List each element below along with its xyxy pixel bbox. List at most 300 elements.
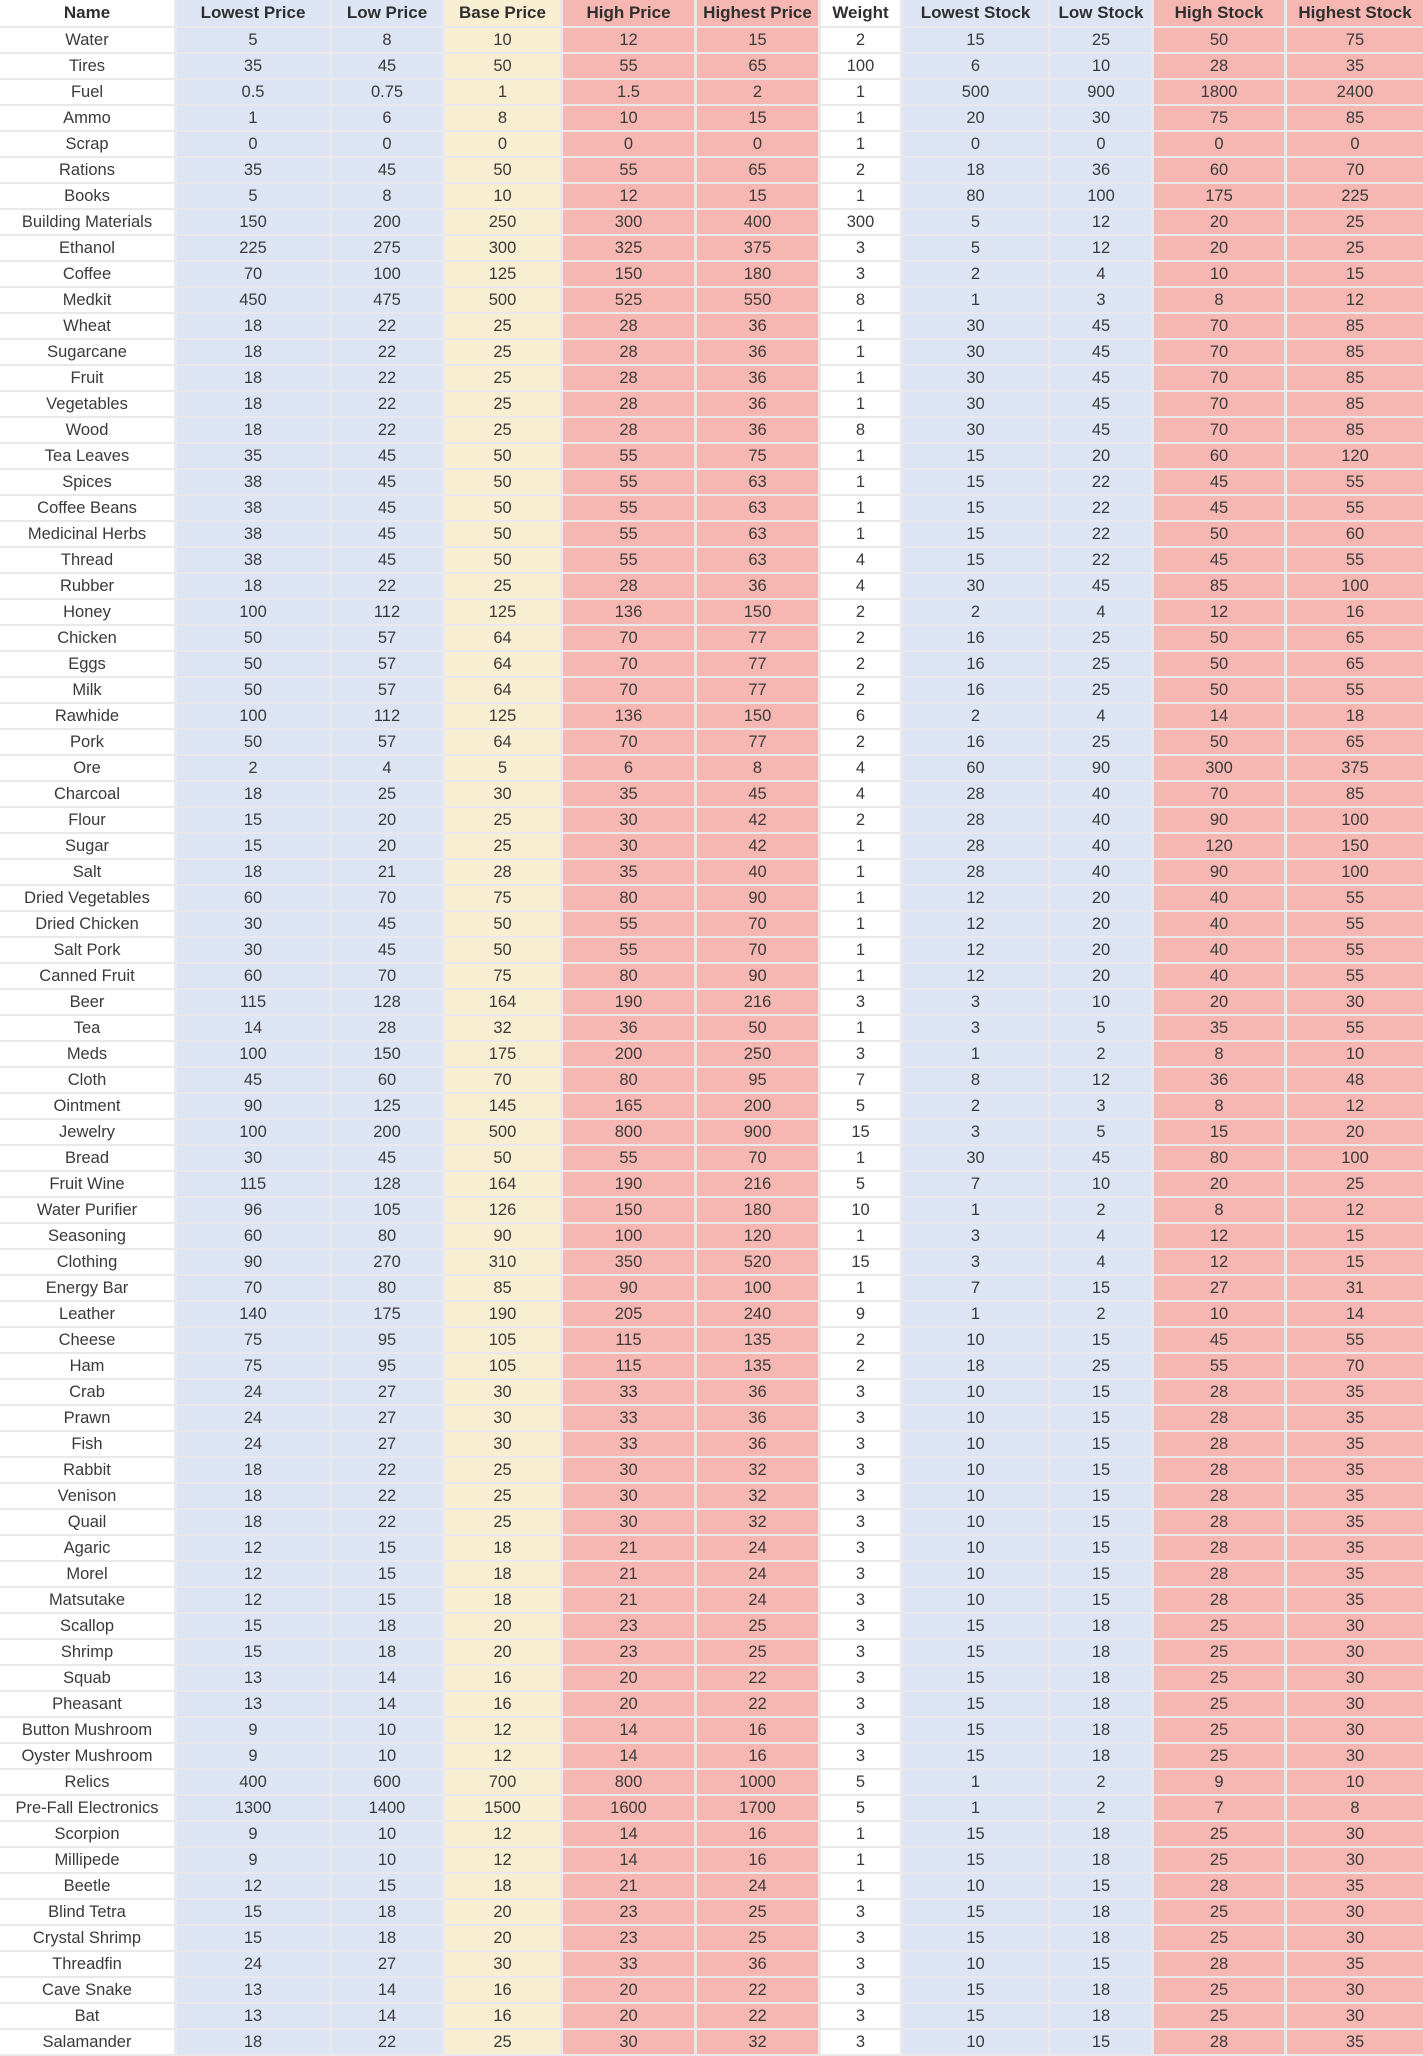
cell-base-price[interactable]: 30: [445, 782, 563, 808]
column-header-lowest-stock[interactable]: Lowest Stock: [903, 0, 1051, 28]
cell-low-price[interactable]: 22: [332, 340, 445, 366]
cell-lowest-price[interactable]: 70: [177, 1276, 332, 1302]
cell-low-stock[interactable]: 15: [1051, 1276, 1154, 1302]
cell-high-stock[interactable]: 28: [1154, 1952, 1287, 1978]
cell-low-stock[interactable]: 45: [1051, 1146, 1154, 1172]
cell-low-stock[interactable]: 18: [1051, 1666, 1154, 1692]
cell-high-price[interactable]: 12: [563, 28, 697, 54]
cell-high-price[interactable]: 350: [563, 1250, 697, 1276]
cell-low-price[interactable]: 0.75: [332, 80, 445, 106]
cell-name[interactable]: Ointment: [0, 1094, 177, 1120]
cell-low-stock[interactable]: 15: [1051, 1874, 1154, 1900]
cell-name[interactable]: Fuel: [0, 80, 177, 106]
cell-low-price[interactable]: 10: [332, 1718, 445, 1744]
cell-lowest-stock[interactable]: 28: [903, 834, 1051, 860]
cell-highest-price[interactable]: 36: [697, 1952, 821, 1978]
cell-name[interactable]: Beer: [0, 990, 177, 1016]
cell-highest-price[interactable]: 200: [697, 1094, 821, 1120]
cell-low-price[interactable]: 70: [332, 886, 445, 912]
cell-highest-stock[interactable]: 15: [1287, 1250, 1423, 1276]
cell-base-price[interactable]: 8: [445, 106, 563, 132]
cell-highest-stock[interactable]: 65: [1287, 730, 1423, 756]
cell-highest-stock[interactable]: 14: [1287, 1302, 1423, 1328]
cell-base-price[interactable]: 50: [445, 444, 563, 470]
cell-lowest-stock[interactable]: 3: [903, 1016, 1051, 1042]
cell-weight[interactable]: 2: [821, 808, 903, 834]
cell-lowest-stock[interactable]: 15: [903, 1614, 1051, 1640]
cell-low-stock[interactable]: 40: [1051, 808, 1154, 834]
cell-lowest-stock[interactable]: 10: [903, 1588, 1051, 1614]
cell-low-price[interactable]: 45: [332, 158, 445, 184]
cell-lowest-stock[interactable]: 15: [903, 522, 1051, 548]
cell-name[interactable]: Rations: [0, 158, 177, 184]
cell-lowest-stock[interactable]: 18: [903, 1354, 1051, 1380]
cell-lowest-stock[interactable]: 28: [903, 782, 1051, 808]
cell-low-stock[interactable]: 12: [1051, 210, 1154, 236]
cell-low-stock[interactable]: 22: [1051, 470, 1154, 496]
cell-highest-stock[interactable]: 35: [1287, 1562, 1423, 1588]
cell-high-price[interactable]: 21: [563, 1536, 697, 1562]
cell-highest-stock[interactable]: 100: [1287, 860, 1423, 886]
cell-high-price[interactable]: 205: [563, 1302, 697, 1328]
cell-low-price[interactable]: 105: [332, 1198, 445, 1224]
cell-name[interactable]: Wheat: [0, 314, 177, 340]
cell-low-stock[interactable]: 18: [1051, 1900, 1154, 1926]
cell-name[interactable]: Bat: [0, 2004, 177, 2030]
column-header-weight[interactable]: Weight: [821, 0, 903, 28]
cell-low-stock[interactable]: 5: [1051, 1120, 1154, 1146]
cell-high-price[interactable]: 23: [563, 1926, 697, 1952]
cell-base-price[interactable]: 25: [445, 1484, 563, 1510]
cell-highest-stock[interactable]: 18: [1287, 704, 1423, 730]
cell-lowest-price[interactable]: 450: [177, 288, 332, 314]
cell-high-price[interactable]: 150: [563, 262, 697, 288]
cell-lowest-stock[interactable]: 12: [903, 912, 1051, 938]
cell-weight[interactable]: 3: [821, 1978, 903, 2004]
cell-weight[interactable]: 5: [821, 1094, 903, 1120]
cell-low-price[interactable]: 18: [332, 1900, 445, 1926]
cell-high-price[interactable]: 1.5: [563, 80, 697, 106]
cell-high-price[interactable]: 55: [563, 938, 697, 964]
cell-weight[interactable]: 2: [821, 158, 903, 184]
cell-weight[interactable]: 15: [821, 1250, 903, 1276]
cell-low-price[interactable]: 80: [332, 1276, 445, 1302]
cell-low-stock[interactable]: 22: [1051, 522, 1154, 548]
cell-high-stock[interactable]: 25: [1154, 1744, 1287, 1770]
cell-weight[interactable]: 2: [821, 652, 903, 678]
cell-name[interactable]: Energy Bar: [0, 1276, 177, 1302]
cell-low-price[interactable]: 4: [332, 756, 445, 782]
cell-high-stock[interactable]: 50: [1154, 730, 1287, 756]
cell-base-price[interactable]: 105: [445, 1328, 563, 1354]
cell-low-price[interactable]: 20: [332, 834, 445, 860]
cell-highest-price[interactable]: 375: [697, 236, 821, 262]
cell-name[interactable]: Thread: [0, 548, 177, 574]
cell-base-price[interactable]: 175: [445, 1042, 563, 1068]
cell-high-stock[interactable]: 12: [1154, 1250, 1287, 1276]
cell-high-price[interactable]: 80: [563, 964, 697, 990]
cell-high-stock[interactable]: 40: [1154, 886, 1287, 912]
cell-base-price[interactable]: 50: [445, 496, 563, 522]
cell-highest-price[interactable]: 22: [697, 1978, 821, 2004]
cell-high-price[interactable]: 14: [563, 1718, 697, 1744]
cell-lowest-price[interactable]: 12: [177, 1562, 332, 1588]
cell-low-price[interactable]: 22: [332, 574, 445, 600]
cell-highest-stock[interactable]: 225: [1287, 184, 1423, 210]
cell-lowest-price[interactable]: 18: [177, 1510, 332, 1536]
cell-base-price[interactable]: 10: [445, 184, 563, 210]
cell-low-price[interactable]: 57: [332, 730, 445, 756]
cell-lowest-price[interactable]: 5: [177, 184, 332, 210]
cell-highest-price[interactable]: 36: [697, 340, 821, 366]
cell-high-price[interactable]: 10: [563, 106, 697, 132]
cell-highest-stock[interactable]: 75: [1287, 28, 1423, 54]
cell-base-price[interactable]: 30: [445, 1952, 563, 1978]
cell-lowest-price[interactable]: 1: [177, 106, 332, 132]
cell-name[interactable]: Building Materials: [0, 210, 177, 236]
cell-base-price[interactable]: 12: [445, 1744, 563, 1770]
cell-base-price[interactable]: 18: [445, 1536, 563, 1562]
cell-highest-price[interactable]: 36: [697, 392, 821, 418]
cell-highest-price[interactable]: 63: [697, 548, 821, 574]
cell-name[interactable]: Charcoal: [0, 782, 177, 808]
cell-lowest-stock[interactable]: 15: [903, 1692, 1051, 1718]
cell-low-stock[interactable]: 15: [1051, 1328, 1154, 1354]
column-header-low-price[interactable]: Low Price: [332, 0, 445, 28]
cell-lowest-price[interactable]: 35: [177, 54, 332, 80]
cell-name[interactable]: Shrimp: [0, 1640, 177, 1666]
cell-lowest-stock[interactable]: 15: [903, 1848, 1051, 1874]
cell-weight[interactable]: 100: [821, 54, 903, 80]
cell-name[interactable]: Books: [0, 184, 177, 210]
cell-low-stock[interactable]: 12: [1051, 236, 1154, 262]
cell-weight[interactable]: 3: [821, 1614, 903, 1640]
cell-highest-price[interactable]: 32: [697, 2030, 821, 2056]
cell-weight[interactable]: 5: [821, 1172, 903, 1198]
cell-lowest-price[interactable]: 38: [177, 470, 332, 496]
cell-base-price[interactable]: 25: [445, 574, 563, 600]
cell-high-stock[interactable]: 70: [1154, 418, 1287, 444]
cell-highest-stock[interactable]: 35: [1287, 1874, 1423, 1900]
cell-weight[interactable]: 2: [821, 600, 903, 626]
cell-high-stock[interactable]: 25: [1154, 1848, 1287, 1874]
cell-lowest-price[interactable]: 15: [177, 834, 332, 860]
cell-low-stock[interactable]: 40: [1051, 860, 1154, 886]
cell-low-stock[interactable]: 15: [1051, 1484, 1154, 1510]
cell-weight[interactable]: 5: [821, 1796, 903, 1822]
cell-high-price[interactable]: 90: [563, 1276, 697, 1302]
cell-base-price[interactable]: 500: [445, 288, 563, 314]
cell-lowest-price[interactable]: 13: [177, 1692, 332, 1718]
cell-weight[interactable]: 3: [821, 2030, 903, 2056]
cell-base-price[interactable]: 30: [445, 1432, 563, 1458]
cell-highest-price[interactable]: 42: [697, 808, 821, 834]
cell-high-price[interactable]: 21: [563, 1874, 697, 1900]
cell-lowest-stock[interactable]: 3: [903, 1250, 1051, 1276]
cell-lowest-stock[interactable]: 1: [903, 1198, 1051, 1224]
cell-highest-price[interactable]: 65: [697, 54, 821, 80]
cell-name[interactable]: Canned Fruit: [0, 964, 177, 990]
cell-highest-price[interactable]: 135: [697, 1354, 821, 1380]
cell-lowest-price[interactable]: 9: [177, 1744, 332, 1770]
cell-base-price[interactable]: 20: [445, 1614, 563, 1640]
cell-highest-price[interactable]: 150: [697, 600, 821, 626]
cell-highest-price[interactable]: 16: [697, 1848, 821, 1874]
cell-base-price[interactable]: 50: [445, 548, 563, 574]
cell-base-price[interactable]: 105: [445, 1354, 563, 1380]
cell-low-stock[interactable]: 45: [1051, 314, 1154, 340]
cell-weight[interactable]: 2: [821, 626, 903, 652]
cell-high-price[interactable]: 28: [563, 392, 697, 418]
cell-lowest-price[interactable]: 140: [177, 1302, 332, 1328]
cell-lowest-stock[interactable]: 12: [903, 964, 1051, 990]
cell-lowest-stock[interactable]: 8: [903, 1068, 1051, 1094]
cell-lowest-price[interactable]: 5: [177, 28, 332, 54]
cell-highest-stock[interactable]: 30: [1287, 1978, 1423, 2004]
cell-weight[interactable]: 3: [821, 1380, 903, 1406]
cell-lowest-stock[interactable]: 30: [903, 1146, 1051, 1172]
cell-name[interactable]: Pork: [0, 730, 177, 756]
cell-low-stock[interactable]: 15: [1051, 1536, 1154, 1562]
cell-name[interactable]: Quail: [0, 1510, 177, 1536]
cell-weight[interactable]: 1: [821, 1822, 903, 1848]
cell-high-stock[interactable]: 8: [1154, 288, 1287, 314]
cell-base-price[interactable]: 310: [445, 1250, 563, 1276]
cell-name[interactable]: Agaric: [0, 1536, 177, 1562]
cell-low-price[interactable]: 10: [332, 1848, 445, 1874]
cell-highest-price[interactable]: 70: [697, 1146, 821, 1172]
cell-high-price[interactable]: 55: [563, 912, 697, 938]
cell-highest-price[interactable]: 32: [697, 1484, 821, 1510]
cell-high-stock[interactable]: 10: [1154, 1302, 1287, 1328]
cell-base-price[interactable]: 50: [445, 522, 563, 548]
cell-low-stock[interactable]: 25: [1051, 626, 1154, 652]
cell-low-price[interactable]: 475: [332, 288, 445, 314]
cell-high-price[interactable]: 800: [563, 1770, 697, 1796]
cell-lowest-price[interactable]: 18: [177, 314, 332, 340]
cell-highest-stock[interactable]: 85: [1287, 340, 1423, 366]
cell-weight[interactable]: 1: [821, 106, 903, 132]
cell-lowest-price[interactable]: 18: [177, 392, 332, 418]
cell-lowest-price[interactable]: 45: [177, 1068, 332, 1094]
cell-highest-stock[interactable]: 85: [1287, 418, 1423, 444]
cell-weight[interactable]: 1: [821, 496, 903, 522]
cell-high-stock[interactable]: 1800: [1154, 80, 1287, 106]
cell-high-price[interactable]: 28: [563, 340, 697, 366]
cell-highest-stock[interactable]: 55: [1287, 1328, 1423, 1354]
cell-low-stock[interactable]: 4: [1051, 1250, 1154, 1276]
cell-high-price[interactable]: 55: [563, 522, 697, 548]
cell-name[interactable]: Medkit: [0, 288, 177, 314]
cell-lowest-price[interactable]: 15: [177, 1900, 332, 1926]
cell-name[interactable]: Salt: [0, 860, 177, 886]
cell-low-stock[interactable]: 2: [1051, 1198, 1154, 1224]
cell-weight[interactable]: 4: [821, 548, 903, 574]
cell-highest-price[interactable]: 15: [697, 106, 821, 132]
cell-high-price[interactable]: 35: [563, 860, 697, 886]
cell-low-price[interactable]: 45: [332, 470, 445, 496]
cell-highest-stock[interactable]: 85: [1287, 106, 1423, 132]
cell-high-stock[interactable]: 12: [1154, 600, 1287, 626]
cell-high-price[interactable]: 23: [563, 1900, 697, 1926]
cell-weight[interactable]: 1: [821, 1276, 903, 1302]
cell-highest-price[interactable]: 24: [697, 1536, 821, 1562]
cell-name[interactable]: Vegetables: [0, 392, 177, 418]
cell-highest-stock[interactable]: 100: [1287, 574, 1423, 600]
cell-name[interactable]: Rawhide: [0, 704, 177, 730]
cell-low-price[interactable]: 150: [332, 1042, 445, 1068]
cell-highest-price[interactable]: 24: [697, 1874, 821, 1900]
cell-lowest-stock[interactable]: 10: [903, 1432, 1051, 1458]
cell-high-stock[interactable]: 28: [1154, 54, 1287, 80]
cell-highest-price[interactable]: 70: [697, 912, 821, 938]
cell-low-stock[interactable]: 10: [1051, 1172, 1154, 1198]
cell-highest-price[interactable]: 25: [697, 1640, 821, 1666]
cell-low-stock[interactable]: 90: [1051, 756, 1154, 782]
cell-weight[interactable]: 1: [821, 340, 903, 366]
cell-highest-price[interactable]: 24: [697, 1562, 821, 1588]
cell-low-stock[interactable]: 15: [1051, 1406, 1154, 1432]
cell-low-stock[interactable]: 45: [1051, 574, 1154, 600]
cell-lowest-price[interactable]: 90: [177, 1094, 332, 1120]
cell-weight[interactable]: 1: [821, 1224, 903, 1250]
cell-high-price[interactable]: 23: [563, 1614, 697, 1640]
cell-name[interactable]: Squab: [0, 1666, 177, 1692]
cell-lowest-price[interactable]: 50: [177, 678, 332, 704]
cell-high-price[interactable]: 14: [563, 1744, 697, 1770]
cell-lowest-stock[interactable]: 30: [903, 574, 1051, 600]
cell-high-price[interactable]: 55: [563, 158, 697, 184]
cell-lowest-stock[interactable]: 10: [903, 1874, 1051, 1900]
cell-highest-stock[interactable]: 100: [1287, 1146, 1423, 1172]
cell-highest-stock[interactable]: 30: [1287, 1822, 1423, 1848]
cell-weight[interactable]: 3: [821, 1744, 903, 1770]
cell-weight[interactable]: 1: [821, 1874, 903, 1900]
cell-highest-price[interactable]: 32: [697, 1458, 821, 1484]
cell-low-price[interactable]: 18: [332, 1640, 445, 1666]
cell-low-price[interactable]: 128: [332, 1172, 445, 1198]
cell-lowest-price[interactable]: 38: [177, 548, 332, 574]
cell-low-stock[interactable]: 12: [1051, 1068, 1154, 1094]
cell-high-stock[interactable]: 8: [1154, 1198, 1287, 1224]
cell-lowest-price[interactable]: 24: [177, 1432, 332, 1458]
cell-highest-stock[interactable]: 35: [1287, 1510, 1423, 1536]
cell-lowest-stock[interactable]: 1: [903, 1770, 1051, 1796]
cell-low-stock[interactable]: 30: [1051, 106, 1154, 132]
cell-high-price[interactable]: 70: [563, 626, 697, 652]
cell-high-price[interactable]: 165: [563, 1094, 697, 1120]
cell-highest-price[interactable]: 24: [697, 1588, 821, 1614]
cell-high-price[interactable]: 6: [563, 756, 697, 782]
cell-highest-price[interactable]: 22: [697, 1666, 821, 1692]
cell-highest-price[interactable]: 90: [697, 886, 821, 912]
cell-lowest-stock[interactable]: 28: [903, 808, 1051, 834]
cell-high-price[interactable]: 115: [563, 1354, 697, 1380]
cell-highest-stock[interactable]: 55: [1287, 470, 1423, 496]
cell-weight[interactable]: 1: [821, 1146, 903, 1172]
cell-name[interactable]: Threadfin: [0, 1952, 177, 1978]
cell-low-stock[interactable]: 25: [1051, 28, 1154, 54]
cell-lowest-stock[interactable]: 15: [903, 548, 1051, 574]
cell-lowest-price[interactable]: 225: [177, 236, 332, 262]
cell-weight[interactable]: 3: [821, 1952, 903, 1978]
cell-low-stock[interactable]: 15: [1051, 1458, 1154, 1484]
cell-low-stock[interactable]: 18: [1051, 1692, 1154, 1718]
cell-name[interactable]: Ore: [0, 756, 177, 782]
cell-high-price[interactable]: 55: [563, 54, 697, 80]
column-header-lowest-price[interactable]: Lowest Price: [177, 0, 332, 28]
cell-base-price[interactable]: 18: [445, 1588, 563, 1614]
cell-lowest-price[interactable]: 18: [177, 574, 332, 600]
cell-high-stock[interactable]: 50: [1154, 28, 1287, 54]
cell-lowest-stock[interactable]: 15: [903, 1900, 1051, 1926]
cell-base-price[interactable]: 12: [445, 1822, 563, 1848]
cell-highest-stock[interactable]: 55: [1287, 678, 1423, 704]
cell-high-price[interactable]: 80: [563, 886, 697, 912]
cell-highest-stock[interactable]: 55: [1287, 1016, 1423, 1042]
cell-lowest-stock[interactable]: 15: [903, 1718, 1051, 1744]
cell-low-stock[interactable]: 10: [1051, 990, 1154, 1016]
cell-high-stock[interactable]: 0: [1154, 132, 1287, 158]
cell-base-price[interactable]: 64: [445, 678, 563, 704]
cell-high-price[interactable]: 190: [563, 1172, 697, 1198]
cell-base-price[interactable]: 50: [445, 912, 563, 938]
cell-highest-price[interactable]: 63: [697, 470, 821, 496]
cell-high-stock[interactable]: 120: [1154, 834, 1287, 860]
cell-name[interactable]: Fish: [0, 1432, 177, 1458]
cell-lowest-price[interactable]: 13: [177, 1978, 332, 2004]
cell-highest-price[interactable]: 15: [697, 184, 821, 210]
cell-base-price[interactable]: 5: [445, 756, 563, 782]
cell-lowest-price[interactable]: 9: [177, 1822, 332, 1848]
cell-highest-stock[interactable]: 70: [1287, 1354, 1423, 1380]
cell-high-stock[interactable]: 25: [1154, 2004, 1287, 2030]
cell-weight[interactable]: 1: [821, 860, 903, 886]
cell-high-stock[interactable]: 14: [1154, 704, 1287, 730]
cell-high-price[interactable]: 80: [563, 1068, 697, 1094]
cell-low-price[interactable]: 14: [332, 1692, 445, 1718]
cell-base-price[interactable]: 126: [445, 1198, 563, 1224]
cell-low-stock[interactable]: 18: [1051, 1744, 1154, 1770]
cell-base-price[interactable]: 25: [445, 314, 563, 340]
cell-low-price[interactable]: 80: [332, 1224, 445, 1250]
cell-highest-stock[interactable]: 55: [1287, 938, 1423, 964]
cell-low-stock[interactable]: 18: [1051, 1640, 1154, 1666]
cell-weight[interactable]: 2: [821, 678, 903, 704]
cell-highest-price[interactable]: 550: [697, 288, 821, 314]
cell-highest-stock[interactable]: 30: [1287, 1640, 1423, 1666]
cell-highest-stock[interactable]: 30: [1287, 1900, 1423, 1926]
cell-base-price[interactable]: 50: [445, 938, 563, 964]
cell-high-stock[interactable]: 25: [1154, 1640, 1287, 1666]
cell-lowest-stock[interactable]: 1: [903, 1302, 1051, 1328]
cell-weight[interactable]: 3: [821, 2004, 903, 2030]
cell-lowest-price[interactable]: 14: [177, 1016, 332, 1042]
cell-lowest-price[interactable]: 30: [177, 912, 332, 938]
cell-base-price[interactable]: 500: [445, 1120, 563, 1146]
cell-highest-price[interactable]: 36: [697, 1380, 821, 1406]
cell-name[interactable]: Tea Leaves: [0, 444, 177, 470]
cell-highest-price[interactable]: 135: [697, 1328, 821, 1354]
cell-high-stock[interactable]: 28: [1154, 1458, 1287, 1484]
cell-name[interactable]: Scrap: [0, 132, 177, 158]
cell-highest-stock[interactable]: 30: [1287, 1926, 1423, 1952]
cell-lowest-stock[interactable]: 3: [903, 1120, 1051, 1146]
cell-base-price[interactable]: 50: [445, 470, 563, 496]
cell-highest-stock[interactable]: 30: [1287, 1718, 1423, 1744]
cell-high-price[interactable]: 150: [563, 1198, 697, 1224]
cell-high-price[interactable]: 28: [563, 314, 697, 340]
